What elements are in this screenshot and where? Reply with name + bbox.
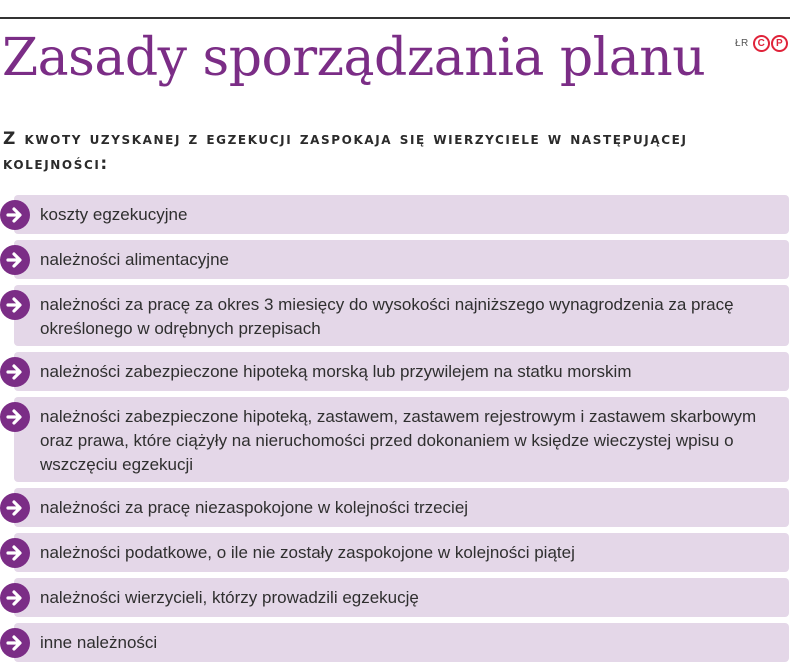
list-item [14,623,789,662]
list-item [14,397,789,482]
logo-letter-c: C [753,35,770,52]
list-item [14,195,789,234]
arrow-right-circle-icon [0,357,30,387]
list-item-text: należności alimentacyjne [40,250,229,269]
arrow-right-circle-icon [0,538,30,568]
arrow-right-circle-icon [0,200,30,230]
arrow-right-circle-icon [0,583,30,613]
credit [735,35,788,52]
list-item [14,352,789,391]
list-item-text: należności za pracę za okres 3 miesięcy do wysokości najniższego wynagrodzenia za pracę określonego w odrębnych przepisach [40,295,734,338]
arrow-right-circle-icon [0,628,30,658]
list-item [14,578,789,617]
list-item [14,533,789,572]
arrow-right-circle-icon [0,245,30,275]
list-item [14,488,789,527]
page-title: Zasady sporządzania planu [2,28,706,88]
author-initials: ŁR [735,38,749,49]
arrow-right-circle-icon [0,493,30,523]
arrow-right-circle-icon [0,402,30,432]
list-item-text: koszty egzekucyjne [40,205,188,224]
list-item-text: należności wierzycieli, którzy prowadzili egzekucję [40,588,419,607]
list-item [14,285,789,346]
arrow-right-circle-icon [0,290,30,320]
publisher-logo [753,35,788,52]
list-item-text: należności zabezpieczone hipoteką morską lub przywilejem na statku morskim [40,362,632,381]
list-item-text: należności za pracę niezaspokojone w kolejności trzeciej [40,498,469,517]
list-item-text: należności zabezpieczone hipoteką, zastawem, zastawem rejestrowym i zastawem skarbowym oraz prawa, które ciążyły na nieruchomości przed dokonaniem w księdze wieczystej wpisu o wszczęciu egzekucji [40,407,757,474]
list-item-text: należności podatkowe, o ile nie zostały zaspokojone w kolejności piątej [40,543,575,562]
top-rule [0,17,790,19]
list-item-text: inne należności [40,633,158,652]
intro-text: Z kwoty uzyskanej z egzekucji zaspokaja się wierzyciele w następującej kolejności: [3,129,688,174]
logo-letter-p: P [771,35,788,52]
list-item [14,240,789,279]
